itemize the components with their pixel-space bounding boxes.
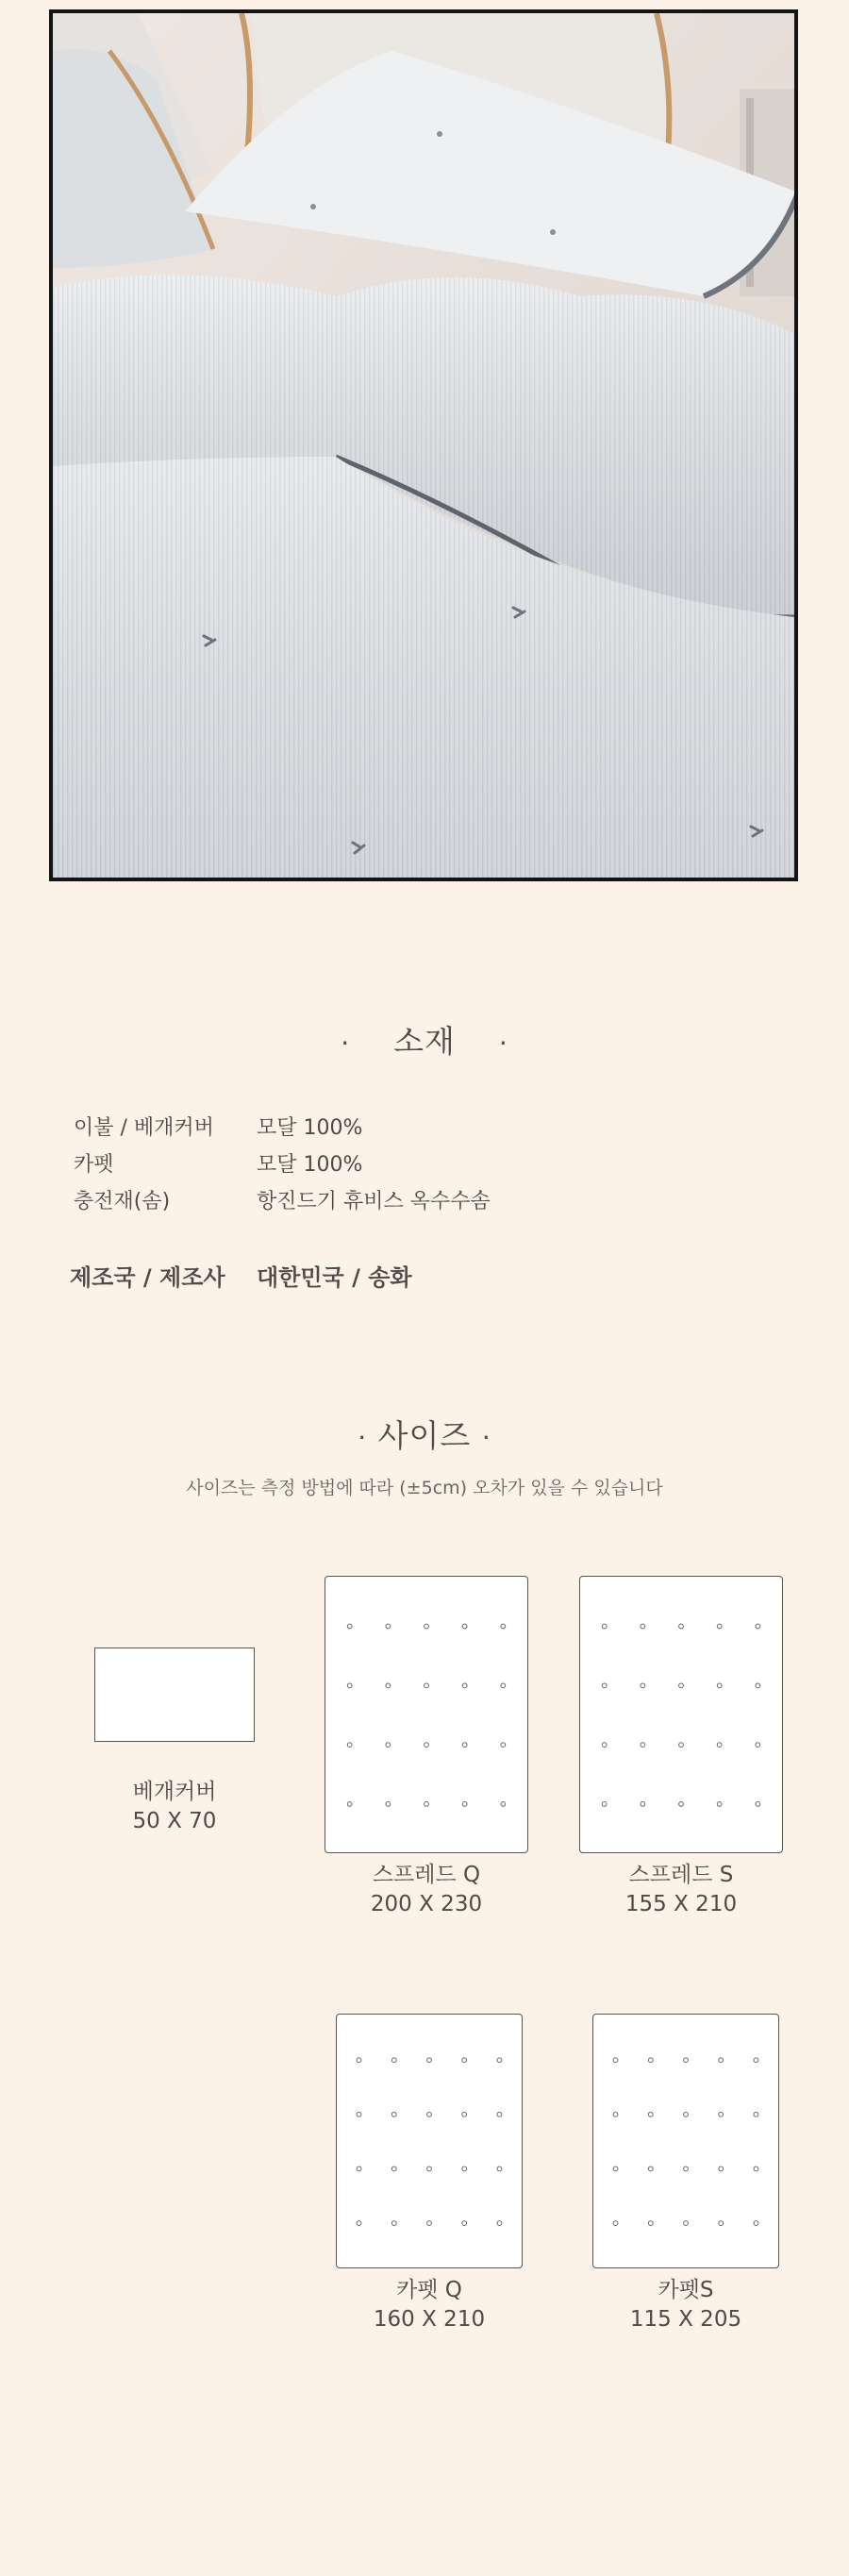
spec-value: 항진드기 휴비스 옥수수솜 [257,1190,491,1213]
quilt-dot [424,1743,429,1748]
quilt-dot [386,1624,391,1629]
material-title [0,1017,849,1062]
quilt-dot [347,1683,352,1688]
quilt-dot [717,1624,722,1629]
quilt-dot [602,1802,607,1807]
quilt-dot [391,2221,396,2226]
quilt-dot [756,1624,760,1629]
quilt-dot [357,2221,361,2226]
quilt-dot [648,2112,653,2116]
quilt-dot [613,2221,618,2226]
quilt-dot [462,1624,467,1629]
quilt-dot [641,1683,645,1688]
quilt-dot [719,2112,724,2116]
quilt-dot [679,1683,684,1688]
quilt-dot [679,1624,684,1629]
quilt-dot [497,2166,502,2171]
quilt-dot [641,1802,645,1807]
quilt-dot [427,2221,432,2226]
quilt-dot [602,1683,607,1688]
quilt-dot [613,2112,618,2116]
size-name: 스프레드 S [628,1863,734,1887]
spread-q-diagram [325,1576,528,1853]
size-name: 스프레드 Q [372,1863,481,1887]
quilt-dot [462,1683,467,1688]
quilt-dot [719,2166,724,2171]
quilt-dot [497,2221,502,2226]
quilt-dot [754,2221,758,2226]
size-dims: 50 X 70 [132,1809,217,1833]
size-label-spread-s [587,1861,775,1919]
size-note: 사이즈는 측정 방법에 따라 (±5cm) 오차가 있을 수 있습니다 [186,1478,663,1498]
maker-value: 대한민국 / 송화 [257,1264,412,1291]
quilt-dot [462,2058,467,2063]
quilt-dot-grid [325,1577,527,1852]
title-dot-left: · [358,1422,368,1453]
size-title-text: 사이즈 [377,1417,472,1454]
quilt-dot [391,2166,396,2171]
spread-s-diagram [579,1576,783,1853]
quilt-dot [347,1743,352,1748]
quilt-dot [754,2166,758,2171]
quilt-dot [613,2166,618,2171]
quilt-dot [391,2112,396,2116]
title-dot-right: · [498,1028,508,1059]
size-label-carpet-s [591,2276,780,2334]
quilt-dot [462,1802,467,1807]
carpet-q-diagram [336,2014,523,2268]
title-dot-right: · [481,1422,491,1453]
quilt-dot [391,2058,396,2063]
quilt-dot [501,1683,506,1688]
quilt-dot [497,2112,502,2116]
quilt-dot [754,2058,758,2063]
size-name: 베개커버 [132,1780,217,1804]
quilt-dot [717,1802,722,1807]
quilt-dot [641,1624,645,1629]
quilt-dot [613,2058,618,2063]
quilt-dot [684,2112,689,2116]
size-dims: 115 X 205 [629,2307,742,2332]
quilt-dot-grid [337,2015,522,2267]
title-dot-left: · [341,1028,351,1059]
quilt-dot [684,2221,689,2226]
quilt-dot [462,2221,467,2226]
size-name: 카펫S [658,2278,714,2302]
quilt-dot [424,1683,429,1688]
quilt-dot [648,2166,653,2171]
size-label-pillow-cover [80,1778,269,1836]
quilt-dot [756,1802,760,1807]
quilt-dot [719,2058,724,2063]
quilt-dot [717,1743,722,1748]
carpet-s-diagram [592,2014,779,2268]
quilt-dot [424,1802,429,1807]
size-label-carpet-q [335,2276,524,2334]
pillow-cover-diagram [94,1648,255,1742]
quilt-dot [386,1802,391,1807]
quilt-dot [684,2058,689,2063]
quilt-dot [679,1743,684,1748]
size-dims: 200 X 230 [370,1892,483,1916]
quilt-dot-grid [580,1577,782,1852]
quilt-dot [427,2166,432,2171]
quilt-dot [501,1624,506,1629]
quilt-dot [462,1743,467,1748]
quilt-dot [424,1624,429,1629]
quilt-dot [648,2058,653,2063]
size-name: 카펫 Q [396,2278,462,2302]
quilt-dot [347,1624,352,1629]
spec-value: 모달 100% [257,1153,363,1177]
quilt-dot [462,2112,467,2116]
product-photo [49,9,798,881]
quilt-dot [648,2221,653,2226]
quilt-dot [357,2058,361,2063]
size-label-spread-q [332,1861,521,1919]
quilt-dot [602,1743,607,1748]
quilt-dot [679,1802,684,1807]
material-title-text: 소재 [393,1023,456,1060]
quilt-dot [756,1683,760,1688]
quilt-dot [602,1624,607,1629]
quilt-dot [357,2112,361,2116]
quilt-dot [386,1743,391,1748]
spec-label: 충전재(솜) [74,1190,171,1213]
quilt-dot [754,2112,758,2116]
quilt-dot [719,2221,724,2226]
quilt-dot [427,2058,432,2063]
spec-value: 모달 100% [257,1116,363,1140]
quilt-dot [497,2058,502,2063]
size-dims: 155 X 210 [624,1892,738,1916]
quilt-dot-grid [593,2015,778,2267]
quilt-dot [756,1743,760,1748]
spec-label: 이불 / 베개커버 [74,1116,214,1140]
quilt-dot [462,2166,467,2171]
quilt-dot [684,2166,689,2171]
spec-label: 카펫 [74,1153,114,1177]
maker-label: 제조국 / 제조사 [70,1264,225,1291]
size-dims: 160 X 210 [373,2307,486,2332]
quilt-dot [501,1802,506,1807]
quilt-dot [357,2166,361,2171]
quilt-dot [501,1743,506,1748]
quilt-dot [717,1683,722,1688]
size-title [0,1412,849,1456]
quilt-dot [641,1743,645,1748]
quilt-dot [386,1683,391,1688]
quilt-dot [427,2112,432,2116]
quilt-dot [347,1802,352,1807]
